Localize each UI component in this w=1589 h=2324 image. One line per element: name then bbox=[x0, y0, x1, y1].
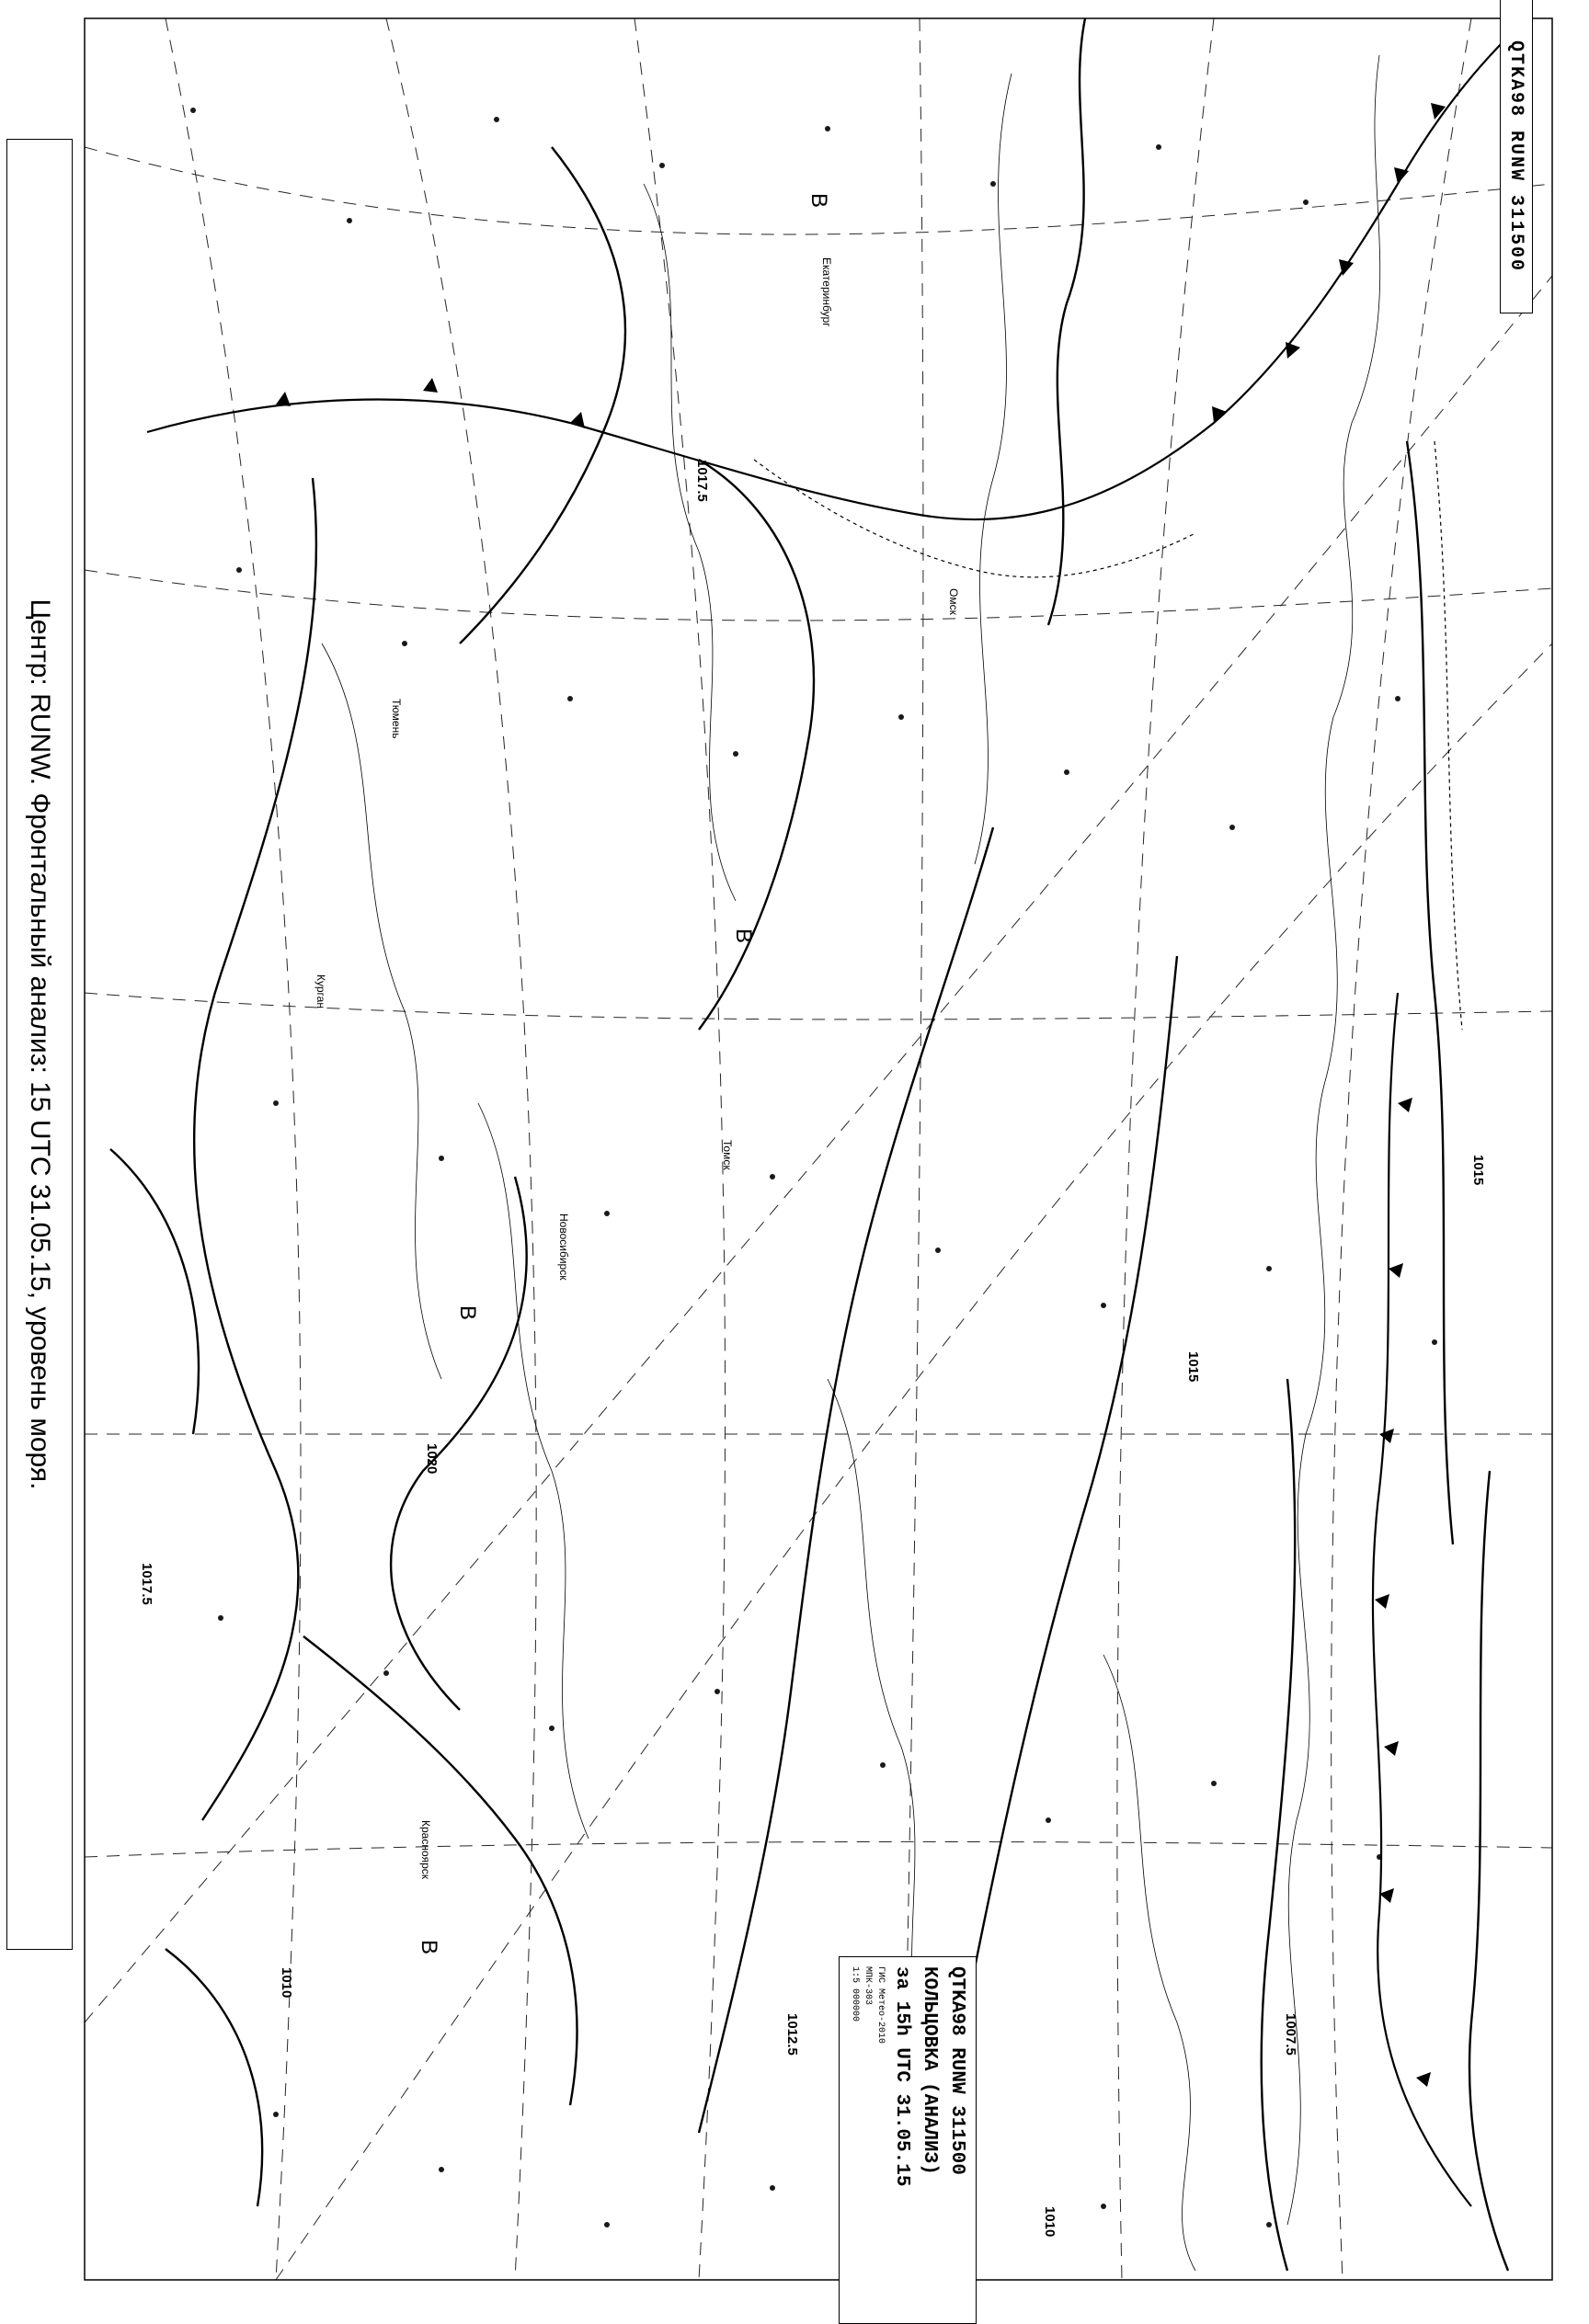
legend-software: ГИС Метео-2010 bbox=[875, 1966, 886, 2045]
city-label: Новосибирск bbox=[557, 1213, 570, 1281]
city-label: Тюмень bbox=[390, 699, 403, 739]
isobar-label: 1020 bbox=[424, 1443, 440, 1475]
isobar-label: 1010 bbox=[279, 1967, 294, 1999]
city-label: Омск bbox=[947, 588, 960, 615]
isobar-label: 1015 bbox=[1185, 1351, 1201, 1383]
high-center: В bbox=[806, 193, 831, 209]
legend-time: за 15h UTC 31.05.15 bbox=[891, 1966, 912, 2187]
isobar-label: 1017.5 bbox=[694, 460, 710, 502]
legend-scale: 1:5 000000 bbox=[850, 1966, 860, 2022]
city-label: Томск bbox=[721, 1140, 734, 1170]
isobar-label: 1017.5 bbox=[139, 1563, 154, 1605]
isobar-label: 1015 bbox=[1470, 1155, 1486, 1186]
city-label: Курган bbox=[314, 974, 327, 1008]
high-center: В bbox=[417, 1940, 441, 1955]
legend-type: КОЛЬЦОВКА (АНАЛИЗ) bbox=[919, 1966, 940, 2175]
bulletin-code: QTKA98 RUNW 311500 bbox=[1500, 0, 1533, 313]
high-center: В bbox=[455, 1305, 480, 1321]
legend-box bbox=[839, 1956, 977, 2324]
high-center: В bbox=[731, 928, 756, 944]
isobar-label: 1007.5 bbox=[1283, 2013, 1298, 2056]
legend-device: МПК-303 bbox=[863, 1966, 873, 2006]
map-title: Центр: RUNW. Фронтальный анализ: 15 UTC 31.05.15, уровень моря. bbox=[6, 139, 73, 1950]
city-label: Красноярск bbox=[419, 1820, 432, 1880]
isobar-label: 1010 bbox=[1042, 2206, 1057, 2238]
city-label: Екатеринбург bbox=[820, 257, 833, 327]
isobar-label: 1012.5 bbox=[784, 2013, 800, 2056]
legend-code: QTKA98 RUNW 311500 bbox=[946, 1966, 967, 2175]
